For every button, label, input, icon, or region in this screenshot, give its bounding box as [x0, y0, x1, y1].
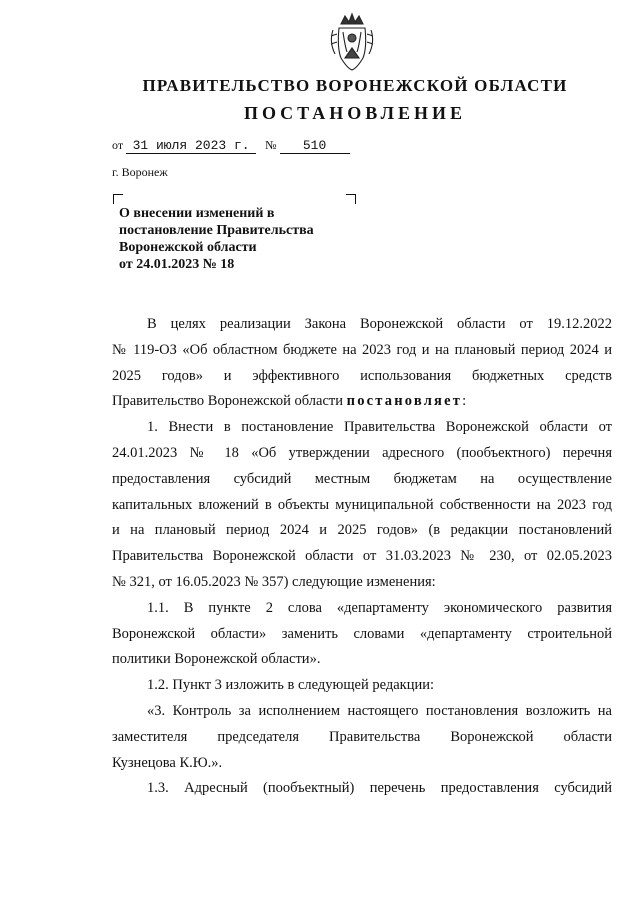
- document-type: ПОСТАНОВЛЕНИЕ: [243, 103, 467, 123]
- body-line: 1.1. В пункте 2 слова «департаменту экономического развития: [147, 599, 612, 616]
- body-line: [112, 389, 612, 415]
- bracket-top-left: [113, 194, 123, 204]
- city: г. Воронеж: [112, 165, 168, 179]
- body-line: 2025 годов» и эффективного использования бюджетных средств: [112, 367, 612, 384]
- subject-line: постановление Правительства: [119, 223, 314, 238]
- body-line: № 119-ОЗ «Об областном бюджете на 2023 год и на плановый период 2024 и: [112, 341, 612, 358]
- body-line: «3. Контроль за исполнением настоящего постановления возложить на: [147, 702, 612, 719]
- colon: :: [462, 393, 467, 410]
- body-line: предоставления субсидий местным бюджетам на осуществление: [112, 470, 612, 487]
- subject-line: Воронежской области: [119, 240, 257, 255]
- body-line: № 321, от 16.05.2023 № 357) следующие изменения:: [112, 573, 436, 590]
- government-name: ПРАВИТЕЛЬСТВО ВОРОНЕЖСКОЙ ОБЛАСТИ: [142, 76, 568, 95]
- body-line: 1.3. Адресный (пообъектный) перечень предоставления субсидий: [147, 780, 612, 797]
- body-line: политики Воронежской области».: [112, 651, 321, 668]
- coat-of-arms-emblem: [327, 12, 377, 74]
- bracket-top-right: [346, 194, 356, 204]
- body-line: Правительства Воронежской области от 31.03.2023 № 230, от 02.05.2023: [112, 548, 612, 565]
- body-line: заместителя председателя Правительства Воронежской области: [112, 728, 612, 745]
- body-line: Кузнецова К.Ю.».: [112, 754, 223, 771]
- document-body: [112, 312, 612, 802]
- body-text: Правительство Воронежской области: [112, 393, 344, 410]
- subject-line: О внесении изменений в: [119, 206, 275, 221]
- document-date: 31 июля 2023 г.: [126, 139, 256, 154]
- document-number: 510: [280, 139, 350, 154]
- date-number-line: [112, 138, 350, 154]
- body-line: 1.2. Пункт 3 изложить в следующей редакции:: [147, 677, 435, 694]
- resolves-word: постановляет: [346, 393, 463, 410]
- subject-line: от 24.01.2023 № 18: [119, 257, 235, 272]
- body-line: и на плановый период 2024 и 2025 годов» (в редакции постановлений: [112, 522, 612, 539]
- body-line: В целях реализации Закона Воронежской области от 19.12.2022: [147, 316, 612, 332]
- number-label: №: [265, 138, 277, 152]
- body-line: Воронежской области» заменить словами «департаменту строительной: [112, 625, 612, 642]
- body-line: капитальных вложений в объекты муниципальной собственности на 2023 год: [112, 496, 612, 513]
- body-line: 1. Внести в постановление Правительства Воронежской области от: [147, 419, 612, 436]
- body-line: 24.01.2023 № 18 «Об утверждении адресного (пообъектного) перечня: [112, 444, 612, 461]
- document-subject: [119, 205, 349, 273]
- from-label: от: [112, 138, 124, 152]
